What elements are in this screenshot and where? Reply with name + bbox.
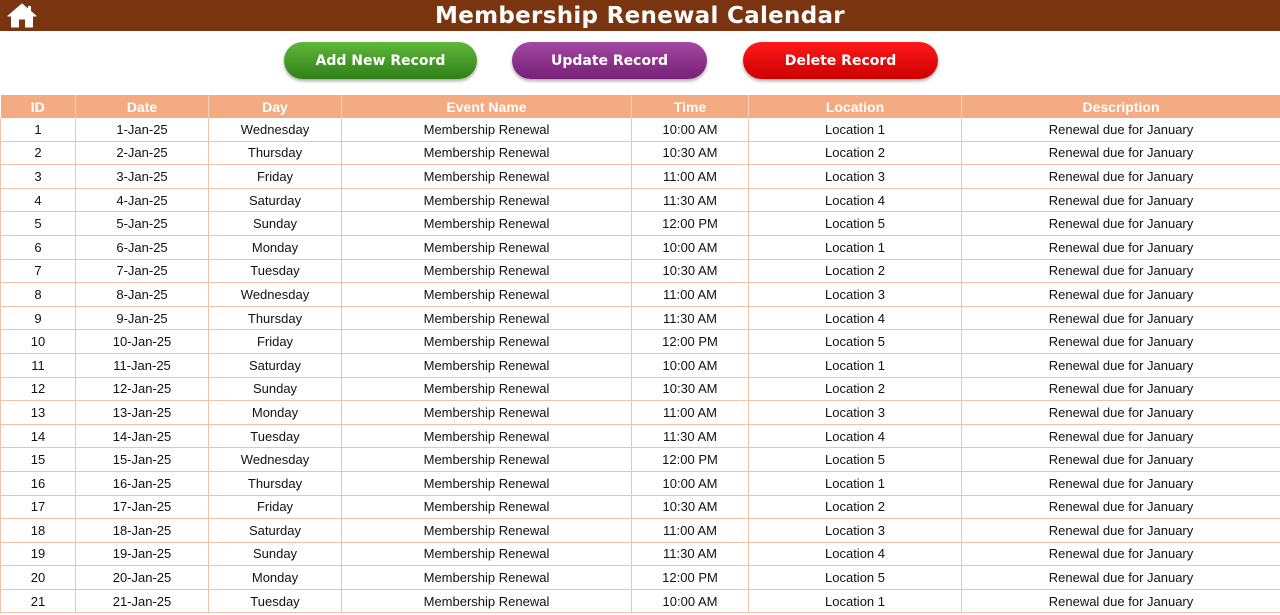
table-row[interactable] bbox=[1, 566, 1280, 590]
cell-id[interactable]: 11 bbox=[1, 353, 76, 377]
cell-event-name[interactable]: Membership Renewal bbox=[342, 495, 632, 519]
cell-id[interactable]: 8 bbox=[1, 283, 76, 307]
cell-time[interactable]: 10:00 AM bbox=[632, 471, 749, 495]
table-row[interactable] bbox=[1, 165, 1280, 189]
cell-time[interactable]: 10:30 AM bbox=[632, 377, 749, 401]
cell-day[interactable]: Monday bbox=[209, 401, 342, 425]
cell-day[interactable]: Thursday bbox=[209, 141, 342, 165]
cell-day[interactable]: Friday bbox=[209, 330, 342, 354]
cell-day[interactable]: Friday bbox=[209, 165, 342, 189]
table-row[interactable] bbox=[1, 118, 1280, 141]
cell-location[interactable]: Location 1 bbox=[749, 471, 962, 495]
cell-description[interactable]: Renewal due for January bbox=[962, 353, 1280, 377]
cell-id[interactable]: 4 bbox=[1, 188, 76, 212]
title-bar bbox=[0, 0, 1280, 31]
cell-time[interactable]: 10:00 AM bbox=[632, 118, 749, 141]
table-row[interactable] bbox=[1, 212, 1280, 236]
column-header-id[interactable]: ID bbox=[1, 95, 76, 118]
column-header-day[interactable]: Day bbox=[209, 95, 342, 118]
cell-day[interactable]: Wednesday bbox=[209, 283, 342, 307]
cell-id[interactable]: 16 bbox=[1, 471, 76, 495]
cell-event-name[interactable]: Membership Renewal bbox=[342, 542, 632, 566]
cell-id[interactable]: 2 bbox=[1, 141, 76, 165]
cell-event-name[interactable]: Membership Renewal bbox=[342, 235, 632, 259]
cell-day[interactable]: Thursday bbox=[209, 306, 342, 330]
table-row[interactable] bbox=[1, 589, 1280, 613]
cell-id[interactable]: 19 bbox=[1, 542, 76, 566]
cell-time[interactable]: 12:00 PM bbox=[632, 566, 749, 590]
cell-time[interactable]: 10:00 AM bbox=[632, 353, 749, 377]
delete-record-button[interactable]: Delete Record bbox=[743, 42, 938, 79]
cell-date[interactable]: 7-Jan-25 bbox=[76, 259, 209, 283]
cell-description[interactable]: Renewal due for January bbox=[962, 259, 1280, 283]
cell-time[interactable]: 12:00 PM bbox=[632, 448, 749, 472]
table-row[interactable] bbox=[1, 448, 1280, 472]
cell-id[interactable]: 3 bbox=[1, 165, 76, 189]
cell-id[interactable]: 10 bbox=[1, 330, 76, 354]
cell-day[interactable]: Friday bbox=[209, 495, 342, 519]
table-row[interactable] bbox=[1, 377, 1280, 401]
cell-id[interactable]: 21 bbox=[1, 589, 76, 613]
cell-event-name[interactable]: Membership Renewal bbox=[342, 259, 632, 283]
cell-date[interactable]: 16-Jan-25 bbox=[76, 471, 209, 495]
cell-event-name[interactable]: Membership Renewal bbox=[342, 566, 632, 590]
cell-event-name[interactable]: Membership Renewal bbox=[342, 377, 632, 401]
cell-location[interactable]: Location 4 bbox=[749, 424, 962, 448]
table-row[interactable] bbox=[1, 353, 1280, 377]
cell-description[interactable]: Renewal due for January bbox=[962, 471, 1280, 495]
cell-time[interactable]: 10:30 AM bbox=[632, 495, 749, 519]
cell-date[interactable]: 18-Jan-25 bbox=[76, 519, 209, 543]
cell-location[interactable]: Location 5 bbox=[749, 212, 962, 236]
cell-date[interactable]: 1-Jan-25 bbox=[76, 118, 209, 141]
cell-description[interactable]: Renewal due for January bbox=[962, 377, 1280, 401]
update-record-button[interactable]: Update Record bbox=[512, 42, 707, 79]
cell-day[interactable]: Sunday bbox=[209, 212, 342, 236]
cell-id[interactable]: 18 bbox=[1, 519, 76, 543]
cell-location[interactable]: Location 4 bbox=[749, 542, 962, 566]
cell-description[interactable]: Renewal due for January bbox=[962, 118, 1280, 141]
cell-time[interactable]: 11:00 AM bbox=[632, 283, 749, 307]
cell-day[interactable]: Monday bbox=[209, 235, 342, 259]
table-row[interactable] bbox=[1, 235, 1280, 259]
cell-time[interactable]: 10:30 AM bbox=[632, 141, 749, 165]
cell-event-name[interactable]: Membership Renewal bbox=[342, 401, 632, 425]
cell-time[interactable]: 11:30 AM bbox=[632, 188, 749, 212]
cell-location[interactable]: Location 1 bbox=[749, 353, 962, 377]
cell-time[interactable]: 11:30 AM bbox=[632, 306, 749, 330]
cell-event-name[interactable]: Membership Renewal bbox=[342, 118, 632, 141]
cell-time[interactable]: 12:00 PM bbox=[632, 212, 749, 236]
cell-day[interactable]: Saturday bbox=[209, 519, 342, 543]
table-header-row bbox=[1, 95, 1280, 118]
cell-event-name[interactable]: Membership Renewal bbox=[342, 448, 632, 472]
column-header-date[interactable]: Date bbox=[76, 95, 209, 118]
cell-id[interactable]: 5 bbox=[1, 212, 76, 236]
cell-event-name[interactable]: Membership Renewal bbox=[342, 353, 632, 377]
cell-description[interactable]: Renewal due for January bbox=[962, 330, 1280, 354]
cell-event-name[interactable]: Membership Renewal bbox=[342, 165, 632, 189]
column-header-description[interactable]: Description bbox=[962, 95, 1280, 118]
add-new-record-button[interactable]: Add New Record bbox=[284, 42, 477, 79]
cell-description[interactable]: Renewal due for January bbox=[962, 424, 1280, 448]
cell-location[interactable]: Location 2 bbox=[749, 495, 962, 519]
table-row[interactable] bbox=[1, 542, 1280, 566]
cell-event-name[interactable]: Membership Renewal bbox=[342, 188, 632, 212]
cell-id[interactable]: 12 bbox=[1, 377, 76, 401]
cell-event-name[interactable]: Membership Renewal bbox=[342, 141, 632, 165]
cell-day[interactable]: Thursday bbox=[209, 471, 342, 495]
cell-location[interactable]: Location 1 bbox=[749, 118, 962, 141]
cell-id[interactable]: 13 bbox=[1, 401, 76, 425]
table-row[interactable] bbox=[1, 141, 1280, 165]
cell-time[interactable]: 11:30 AM bbox=[632, 542, 749, 566]
cell-description[interactable]: Renewal due for January bbox=[962, 165, 1280, 189]
page-title: Membership Renewal Calendar bbox=[435, 2, 845, 29]
column-header-event-name[interactable]: Event Name bbox=[342, 95, 632, 118]
cell-location[interactable]: Location 3 bbox=[749, 165, 962, 189]
cell-date[interactable]: 17-Jan-25 bbox=[76, 495, 209, 519]
table-row[interactable] bbox=[1, 259, 1280, 283]
table-row[interactable] bbox=[1, 330, 1280, 354]
cell-date[interactable]: 10-Jan-25 bbox=[76, 330, 209, 354]
cell-location[interactable]: Location 2 bbox=[749, 377, 962, 401]
cell-day[interactable]: Sunday bbox=[209, 542, 342, 566]
cell-location[interactable]: Location 3 bbox=[749, 283, 962, 307]
cell-event-name[interactable]: Membership Renewal bbox=[342, 424, 632, 448]
cell-date[interactable]: 20-Jan-25 bbox=[76, 566, 209, 590]
cell-location[interactable]: Location 1 bbox=[749, 235, 962, 259]
cell-date[interactable]: 19-Jan-25 bbox=[76, 542, 209, 566]
cell-description[interactable]: Renewal due for January bbox=[962, 306, 1280, 330]
cell-date[interactable]: 14-Jan-25 bbox=[76, 424, 209, 448]
cell-location[interactable]: Location 2 bbox=[749, 141, 962, 165]
home-icon[interactable] bbox=[6, 2, 38, 29]
table-body bbox=[1, 118, 1280, 613]
cell-location[interactable]: Location 1 bbox=[749, 589, 962, 613]
cell-date[interactable]: 9-Jan-25 bbox=[76, 306, 209, 330]
cell-location[interactable]: Location 3 bbox=[749, 519, 962, 543]
table-row[interactable] bbox=[1, 188, 1280, 212]
cell-day[interactable]: Saturday bbox=[209, 353, 342, 377]
cell-time[interactable]: 11:00 AM bbox=[632, 165, 749, 189]
table-row[interactable] bbox=[1, 283, 1280, 307]
cell-id[interactable]: 14 bbox=[1, 424, 76, 448]
cell-time[interactable]: 11:00 AM bbox=[632, 401, 749, 425]
cell-date[interactable]: 6-Jan-25 bbox=[76, 235, 209, 259]
cell-id[interactable]: 9 bbox=[1, 306, 76, 330]
cell-id[interactable]: 6 bbox=[1, 235, 76, 259]
cell-date[interactable]: 12-Jan-25 bbox=[76, 377, 209, 401]
cell-description[interactable]: Renewal due for January bbox=[962, 589, 1280, 613]
cell-event-name[interactable]: Membership Renewal bbox=[342, 306, 632, 330]
cell-id[interactable]: 20 bbox=[1, 566, 76, 590]
cell-location[interactable]: Location 3 bbox=[749, 401, 962, 425]
table-row[interactable] bbox=[1, 495, 1280, 519]
cell-description[interactable]: Renewal due for January bbox=[962, 448, 1280, 472]
cell-date[interactable]: 21-Jan-25 bbox=[76, 589, 209, 613]
cell-event-name[interactable]: Membership Renewal bbox=[342, 471, 632, 495]
cell-time[interactable]: 11:30 AM bbox=[632, 424, 749, 448]
cell-time[interactable]: 10:30 AM bbox=[632, 259, 749, 283]
cell-time[interactable]: 11:00 AM bbox=[632, 519, 749, 543]
records-table bbox=[0, 95, 1280, 613]
cell-description[interactable]: Renewal due for January bbox=[962, 519, 1280, 543]
cell-day[interactable]: Wednesday bbox=[209, 118, 342, 141]
cell-event-name[interactable]: Membership Renewal bbox=[342, 330, 632, 354]
cell-event-name[interactable]: Membership Renewal bbox=[342, 212, 632, 236]
cell-date[interactable]: 11-Jan-25 bbox=[76, 353, 209, 377]
cell-day[interactable]: Tuesday bbox=[209, 424, 342, 448]
cell-description[interactable]: Renewal due for January bbox=[962, 401, 1280, 425]
cell-description[interactable]: Renewal due for January bbox=[962, 188, 1280, 212]
cell-description[interactable]: Renewal due for January bbox=[962, 495, 1280, 519]
cell-date[interactable]: 15-Jan-25 bbox=[76, 448, 209, 472]
cell-day[interactable]: Tuesday bbox=[209, 589, 342, 613]
cell-time[interactable]: 12:00 PM bbox=[632, 330, 749, 354]
cell-location[interactable]: Location 5 bbox=[749, 448, 962, 472]
cell-date[interactable]: 3-Jan-25 bbox=[76, 165, 209, 189]
cell-id[interactable]: 7 bbox=[1, 259, 76, 283]
cell-day[interactable]: Wednesday bbox=[209, 448, 342, 472]
cell-description[interactable]: Renewal due for January bbox=[962, 283, 1280, 307]
table-row[interactable] bbox=[1, 306, 1280, 330]
cell-date[interactable]: 2-Jan-25 bbox=[76, 141, 209, 165]
cell-location[interactable]: Location 4 bbox=[749, 306, 962, 330]
column-header-location[interactable]: Location bbox=[749, 95, 962, 118]
cell-location[interactable]: Location 5 bbox=[749, 330, 962, 354]
column-header-time[interactable]: Time bbox=[632, 95, 749, 118]
cell-location[interactable]: Location 4 bbox=[749, 188, 962, 212]
cell-day[interactable]: Tuesday bbox=[209, 259, 342, 283]
table-row[interactable] bbox=[1, 424, 1280, 448]
table-row[interactable] bbox=[1, 401, 1280, 425]
cell-event-name[interactable]: Membership Renewal bbox=[342, 519, 632, 543]
cell-date[interactable]: 5-Jan-25 bbox=[76, 212, 209, 236]
cell-date[interactable]: 4-Jan-25 bbox=[76, 188, 209, 212]
cell-time[interactable]: 10:00 AM bbox=[632, 235, 749, 259]
cell-description[interactable]: Renewal due for January bbox=[962, 542, 1280, 566]
cell-day[interactable]: Monday bbox=[209, 566, 342, 590]
cell-day[interactable]: Saturday bbox=[209, 188, 342, 212]
cell-id[interactable]: 15 bbox=[1, 448, 76, 472]
cell-event-name[interactable]: Membership Renewal bbox=[342, 589, 632, 613]
cell-date[interactable]: 8-Jan-25 bbox=[76, 283, 209, 307]
cell-description[interactable]: Renewal due for January bbox=[962, 141, 1280, 165]
table-row[interactable] bbox=[1, 471, 1280, 495]
cell-id[interactable]: 1 bbox=[1, 118, 76, 141]
cell-description[interactable]: Renewal due for January bbox=[962, 235, 1280, 259]
cell-id[interactable]: 17 bbox=[1, 495, 76, 519]
cell-location[interactable]: Location 2 bbox=[749, 259, 962, 283]
table-row[interactable] bbox=[1, 519, 1280, 543]
cell-description[interactable]: Renewal due for January bbox=[962, 212, 1280, 236]
cell-day[interactable]: Sunday bbox=[209, 377, 342, 401]
cell-event-name[interactable]: Membership Renewal bbox=[342, 283, 632, 307]
cell-time[interactable]: 10:00 AM bbox=[632, 589, 749, 613]
cell-location[interactable]: Location 5 bbox=[749, 566, 962, 590]
cell-description[interactable]: Renewal due for January bbox=[962, 566, 1280, 590]
cell-date[interactable]: 13-Jan-25 bbox=[76, 401, 209, 425]
